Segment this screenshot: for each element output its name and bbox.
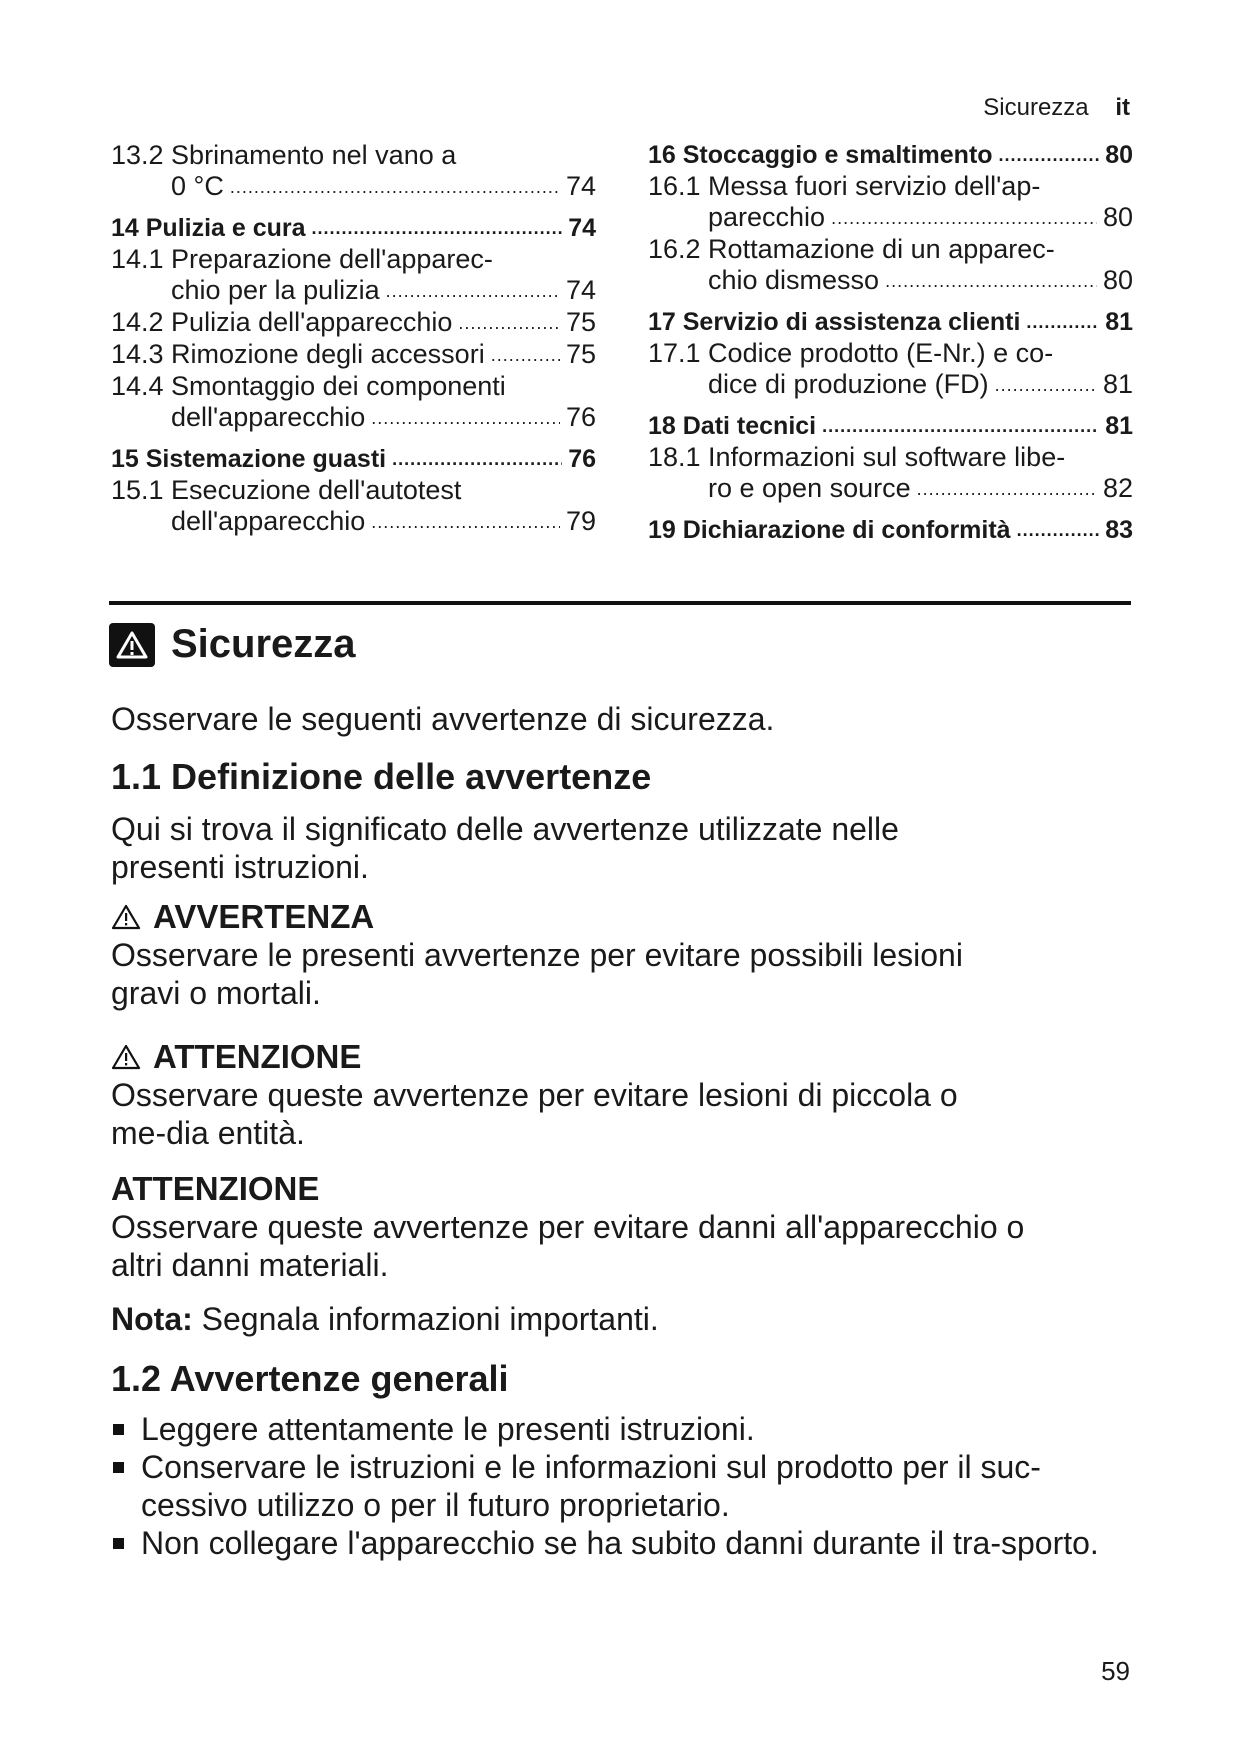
toc-page-number: 74	[568, 214, 596, 242]
toc-page-number: 81	[1105, 412, 1133, 440]
toc-left-column	[111, 140, 596, 538]
toc-entry-title-cont: dice di produzione (FD)	[708, 369, 989, 399]
toc-entry-title: 16 Stoccaggio e smaltimento	[648, 141, 993, 169]
toc-entry-title: 17.1 Codice prodotto (E-Nr.) e co-	[648, 338, 1054, 368]
s11-text: Qui si trova il significato delle avvertenze utilizzate nelle presenti istruzioni.	[111, 811, 899, 885]
toc-entry-title: 14.3 Rimozione degli accessori	[111, 339, 485, 369]
warning-icon	[109, 623, 155, 667]
section-title: Sicurezza	[171, 622, 356, 666]
toc-right-column	[648, 140, 1133, 546]
attenzione-text-1: Osservare queste avvertenze per evitare lesioni di piccola o me-dia entità.	[111, 1077, 958, 1151]
attenzione-label-1	[111, 1038, 1141, 1076]
general-warnings-list	[111, 1410, 1131, 1562]
toc-subentry	[111, 307, 596, 339]
toc-entry-title: 15.1 Esecuzione dell'autotest	[111, 475, 462, 505]
heading-1-2: 1.2 Avvertenze generali	[111, 1358, 509, 1399]
toc-page-number: 75	[565, 307, 596, 337]
toc-subentry	[111, 244, 596, 307]
toc-chapter-entry	[648, 307, 1133, 338]
attenzione-text-2: Osservare queste avvertenze per evitare danni all'apparecchio o altri danni materiali.	[111, 1209, 1025, 1283]
toc-page-number: 75	[565, 339, 596, 369]
nota-text: Segnala informazioni importanti.	[192, 1301, 659, 1337]
toc-page-number: 83	[1105, 516, 1133, 544]
section-heading	[109, 622, 356, 667]
nota	[111, 1300, 1141, 1338]
toc-page-number: 76	[568, 445, 596, 473]
list-item-text: Non collegare l'apparecchio se ha subito danni durante il tra-sporto.	[141, 1525, 1099, 1561]
attenzione-text-label-2: ATTENZIONE	[111, 1170, 320, 1207]
toc-entry-title: 16.2 Rottamazione di un apparec-	[648, 234, 1055, 264]
toc-entry-title-cont: parecchio	[708, 202, 826, 232]
toc-entry-title: 14.1 Preparazione dell'apparec-	[111, 244, 493, 274]
toc-page-number: 76	[565, 402, 596, 432]
list-item-text: Leggere attentamente le presenti istruzioni.	[141, 1411, 755, 1447]
toc-entry-title-cont: chio per la pulizia	[171, 275, 380, 305]
toc-entry-title-cont: chio dismesso	[708, 265, 880, 295]
toc-entry-title-cont: ro e open source	[708, 473, 911, 503]
header-lang: it	[1115, 94, 1130, 121]
list-item	[111, 1410, 1131, 1448]
toc-entry-title-cont: dell'apparecchio	[171, 506, 366, 536]
toc-page-number: 80	[1105, 141, 1133, 169]
toc-subentry	[648, 338, 1133, 401]
toc-chapter-entry	[111, 444, 596, 475]
running-header	[983, 94, 1130, 122]
toc-page-number: 74	[565, 275, 596, 305]
toc-subentry	[111, 339, 596, 371]
toc-subentry	[111, 140, 596, 203]
toc-page-number: 79	[565, 506, 596, 536]
list-item	[111, 1448, 1131, 1524]
toc-chapter-entry	[648, 140, 1133, 171]
toc-entry-title: 13.2 Sbrinamento nel vano a	[111, 140, 457, 170]
warning-triangle-icon	[111, 904, 141, 930]
heading-1-1: 1.1 Definizione delle avvertenze	[111, 756, 652, 797]
toc-entry-title: 14.4 Smontaggio dei componenti	[111, 371, 506, 401]
toc-entry-title: 14 Pulizia e cura	[111, 214, 306, 242]
toc-subentry	[648, 234, 1133, 297]
toc-entry-title: 19 Dichiarazione di conformità	[648, 516, 1011, 544]
attenzione-text-label-1: ATTENZIONE	[153, 1038, 362, 1075]
intro-text: Osservare le seguenti avvertenze di sicurezza.	[111, 701, 775, 737]
list-item	[111, 1524, 1131, 1562]
toc-page-number: 80	[1102, 265, 1133, 295]
warning-triangle-icon	[111, 1044, 141, 1070]
toc-entry-title: 18 Dati tecnici	[648, 412, 817, 440]
header-section: Sicurezza	[983, 94, 1089, 121]
toc-chapter-entry	[648, 411, 1133, 442]
toc-chapter-entry	[111, 213, 596, 244]
avvertenza-label	[111, 898, 1141, 936]
attenzione-label-2	[111, 1170, 1141, 1208]
toc-entry-title-cont: dell'apparecchio	[171, 402, 366, 432]
toc-subentry	[648, 442, 1133, 505]
toc-chapter-entry	[648, 515, 1133, 546]
toc-entry-title: 17 Servizio di assistenza clienti	[648, 308, 1021, 336]
toc-entry-title: 14.2 Pulizia dell'apparecchio	[111, 307, 453, 337]
page-number: 59	[1101, 1656, 1130, 1686]
content-body	[111, 700, 1141, 1562]
nota-label: Nota:	[111, 1301, 193, 1337]
toc-entry-title: 16.1 Messa fuori servizio dell'ap-	[648, 171, 1041, 201]
toc-entry-title: 15 Sistemazione guasti	[111, 445, 387, 473]
toc-subentry	[111, 475, 596, 538]
toc-entry-title-cont: 0 °C	[171, 171, 224, 201]
avvertenza-text: Osservare le presenti avvertenze per evitare possibili lesioni gravi o mortali.	[111, 937, 963, 1011]
toc-page-number: 81	[1105, 308, 1133, 336]
toc-page-number: 80	[1102, 202, 1133, 232]
section-divider	[109, 601, 1131, 605]
toc-subentry	[648, 171, 1133, 234]
list-item-text: Conservare le istruzioni e le informazioni sul prodotto per il suc-cessivo utilizzo o per il futuro proprietario.	[141, 1449, 1041, 1523]
toc-entry-title: 18.1 Informazioni sul software libe-	[648, 442, 1066, 472]
toc-subentry	[111, 371, 596, 434]
toc-page-number: 81	[1102, 369, 1133, 399]
toc-page-number: 82	[1102, 473, 1133, 503]
toc-page-number: 74	[565, 171, 596, 201]
avvertenza-text-label: AVVERTENZA	[153, 898, 375, 935]
